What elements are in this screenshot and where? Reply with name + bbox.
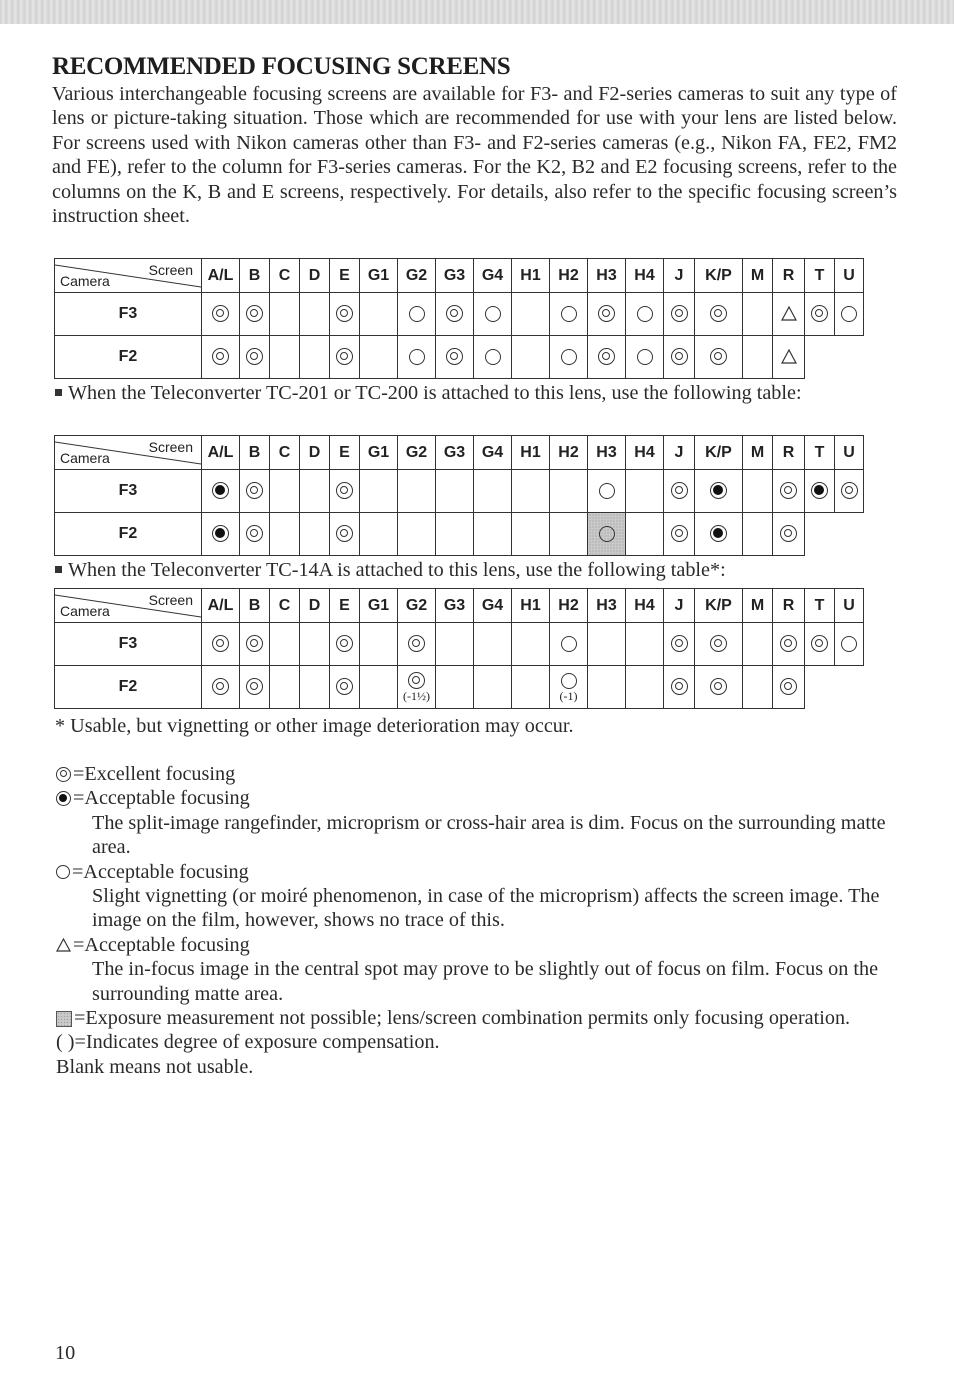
column-header: E (330, 259, 360, 293)
screen-cell (436, 336, 474, 379)
note-tc14a (55, 558, 895, 582)
screen-cell (474, 336, 512, 379)
table-row (55, 293, 864, 336)
filled-circle-icon (710, 482, 727, 499)
screen-cell (743, 666, 773, 709)
double-circle-icon (780, 525, 797, 542)
double-circle-icon (598, 305, 615, 322)
screen-cell (474, 513, 512, 556)
legend-paren: ( )=Indicates degree of exposure compensation. (56, 1031, 440, 1054)
note-tc201 (55, 381, 895, 405)
footnote: * Usable, but vignetting or other image deterioration may occur. (55, 715, 574, 737)
screen-cell (398, 470, 436, 513)
double-circle-icon (811, 635, 828, 652)
screen-cell (270, 336, 300, 379)
double-circle-icon (212, 305, 229, 322)
filled-circle-icon (212, 525, 229, 542)
screen-cell (436, 293, 474, 336)
triangle-icon (781, 306, 797, 321)
screen-cell (330, 623, 360, 666)
cell-stack (550, 673, 587, 702)
double-circle-icon (246, 482, 263, 499)
table-corner-cell (55, 589, 202, 623)
table-header-row (55, 259, 864, 293)
screen-cell (550, 336, 588, 379)
column-header: H2 (550, 589, 588, 623)
screen-cell (270, 666, 300, 709)
legend-triangle-label: =Acceptable focusing (73, 933, 250, 956)
column-header: K/P (695, 589, 743, 623)
triangle-icon (781, 349, 797, 364)
column-header: T (805, 436, 835, 470)
legend-excellent (56, 762, 896, 786)
open-circle-icon (561, 673, 577, 689)
screen-cell (805, 623, 835, 666)
column-header: D (300, 259, 330, 293)
screen-cell (240, 336, 270, 379)
column-header: U (835, 589, 864, 623)
double-circle-icon (246, 525, 263, 542)
legend-filled-desc: The split-image rangefinder, microprism or cross-hair area is dim. Focus on the surrounding matte area. (92, 811, 886, 859)
screen-cell (626, 513, 664, 556)
open-circle-icon (637, 349, 653, 365)
column-header: G3 (436, 589, 474, 623)
open-circle-icon (561, 636, 577, 652)
screen-cell (398, 293, 436, 336)
screen-cell (743, 336, 773, 379)
screen-cell (550, 623, 588, 666)
screen-cell (835, 666, 864, 709)
double-circle-icon (408, 672, 425, 689)
screen-cell (330, 666, 360, 709)
column-header: G4 (474, 436, 512, 470)
screen-cell (300, 666, 330, 709)
camera-label: F3 (55, 470, 202, 513)
column-header: H3 (588, 589, 626, 623)
screen-cell (398, 623, 436, 666)
focusing-screen-table-tc14a (54, 588, 864, 709)
screen-cell (330, 513, 360, 556)
screen-cell (695, 513, 743, 556)
screen-cell (835, 293, 864, 336)
legend-filled-label: =Acceptable focusing (73, 787, 250, 810)
open-circle-icon (485, 306, 501, 322)
double-circle-icon (336, 305, 353, 322)
double-circle-icon (811, 305, 828, 322)
exposure-compensation: (-1½) (403, 689, 430, 703)
double-circle-icon (336, 348, 353, 365)
open-circle-icon (599, 483, 615, 499)
double-circle-icon (780, 635, 797, 652)
screen-cell (588, 666, 626, 709)
open-circle-icon (485, 349, 501, 365)
screen-cell (436, 470, 474, 513)
double-circle-icon (710, 678, 727, 695)
table-row (55, 513, 864, 556)
table-corner-cell (55, 259, 202, 293)
bullet-square-icon (55, 389, 62, 396)
screen-cell (360, 513, 398, 556)
column-header: G4 (474, 259, 512, 293)
screen-cell (773, 623, 805, 666)
screen-cell (474, 666, 512, 709)
column-header: G2 (398, 589, 436, 623)
screen-cell (626, 470, 664, 513)
screen-cell (773, 293, 805, 336)
legend-open-desc: Slight vignetting (or moiré phenomenon, in case of the microprism) affects the screen image. The image on the film, however, shows no trace of this. (92, 885, 880, 932)
double-circle-icon (212, 348, 229, 365)
column-header: H2 (550, 259, 588, 293)
column-header: C (270, 259, 300, 293)
screen-cell (695, 293, 743, 336)
screen-cell (773, 513, 805, 556)
screen-cell (805, 293, 835, 336)
double-circle-icon (56, 767, 71, 782)
corner-camera-label: Camera (60, 603, 110, 619)
double-circle-icon (710, 305, 727, 322)
screen-cell (398, 513, 436, 556)
double-circle-icon (780, 482, 797, 499)
screen-cell (436, 513, 474, 556)
column-header: H4 (626, 259, 664, 293)
column-header: K/P (695, 259, 743, 293)
corner-camera-label: Camera (60, 450, 110, 466)
column-header: B (240, 589, 270, 623)
screen-cell (743, 623, 773, 666)
screen-cell (773, 666, 805, 709)
legend-shaded (56, 1006, 896, 1030)
double-circle-icon (671, 678, 688, 695)
screen-cell (695, 470, 743, 513)
column-header: H1 (512, 259, 550, 293)
filled-circle-icon (56, 791, 71, 806)
screen-cell (240, 513, 270, 556)
camera-label: F2 (55, 666, 202, 709)
column-header: J (664, 259, 695, 293)
screen-cell (626, 336, 664, 379)
screen-cell (626, 293, 664, 336)
screen-cell (300, 470, 330, 513)
screen-cell (270, 513, 300, 556)
screen-cell (202, 336, 240, 379)
column-header: M (743, 436, 773, 470)
screen-cell (664, 623, 695, 666)
screen-cell (664, 666, 695, 709)
column-header: R (773, 259, 805, 293)
legend-open-label: =Acceptable focusing (72, 860, 249, 883)
screen-cell (588, 470, 626, 513)
table-row (55, 666, 864, 709)
note-tc201-text: When the Teleconverter TC-201 or TC-200 is attached to this lens, use the following table: (68, 382, 802, 404)
column-header: H1 (512, 436, 550, 470)
screen-cell (240, 666, 270, 709)
column-header: K/P (695, 436, 743, 470)
screen-cell (240, 293, 270, 336)
screen-cell (474, 623, 512, 666)
column-header: R (773, 589, 805, 623)
column-header: M (743, 259, 773, 293)
filled-circle-icon (710, 525, 727, 542)
double-circle-icon (710, 635, 727, 652)
column-header: B (240, 259, 270, 293)
screen-cell (300, 336, 330, 379)
table-row (55, 470, 864, 513)
column-header: H1 (512, 589, 550, 623)
double-circle-icon (246, 305, 263, 322)
double-circle-icon (710, 348, 727, 365)
screen-cell (835, 623, 864, 666)
screen-cell (664, 470, 695, 513)
column-header: C (270, 436, 300, 470)
column-header: H4 (626, 436, 664, 470)
legend-blank: Blank means not usable. (56, 1055, 254, 1078)
camera-label: F2 (55, 336, 202, 379)
screen-cell (743, 293, 773, 336)
corner-screen-label: Screen (148, 262, 193, 278)
camera-label: F2 (55, 513, 202, 556)
double-circle-icon (671, 305, 688, 322)
note-tc14a-text: When the Teleconverter TC-14A is attached to this lens, use the following table*: (68, 559, 726, 581)
legend-acceptable-open (56, 860, 896, 884)
screen-cell (398, 336, 436, 379)
corner-screen-label: Screen (148, 592, 193, 608)
screen-cell (588, 623, 626, 666)
column-header: H2 (550, 436, 588, 470)
screen-cell (550, 666, 588, 709)
corner-screen-label: Screen (148, 439, 193, 455)
screen-cell (664, 336, 695, 379)
screen-cell (695, 623, 743, 666)
screen-cell (512, 336, 550, 379)
column-header: A/L (202, 589, 240, 623)
screen-cell (805, 336, 835, 379)
column-header: U (835, 436, 864, 470)
open-circle-icon (561, 306, 577, 322)
legend-excellent-label: =Excellent focusing (73, 763, 236, 785)
screen-cell (270, 293, 300, 336)
double-circle-icon (671, 348, 688, 365)
open-circle-icon (561, 349, 577, 365)
column-header: C (270, 589, 300, 623)
screen-cell (805, 470, 835, 513)
double-circle-icon (246, 635, 263, 652)
screen-cell (743, 470, 773, 513)
screen-cell (300, 513, 330, 556)
double-circle-icon (841, 482, 858, 499)
screen-cell (835, 470, 864, 513)
triangle-icon (56, 938, 71, 953)
column-header: G3 (436, 259, 474, 293)
column-header: G1 (360, 589, 398, 623)
screen-cell (588, 513, 626, 556)
open-circle-icon (599, 526, 615, 542)
screen-cell (240, 470, 270, 513)
screen-cell (695, 666, 743, 709)
column-header: G1 (360, 436, 398, 470)
screen-cell (805, 513, 835, 556)
legend-acceptable-filled (56, 786, 896, 810)
column-header: J (664, 589, 695, 623)
cell-stack (398, 672, 435, 702)
legend-triangle-desc: The in-focus image in the central spot may prove to be slightly out of focus on film. Focus on the surrounding matte area. (92, 958, 879, 1005)
screen-cell (330, 336, 360, 379)
screen-cell (436, 666, 474, 709)
screen-cell (360, 336, 398, 379)
screen-cell (550, 293, 588, 336)
screen-cell (588, 293, 626, 336)
column-header: H3 (588, 259, 626, 293)
column-header: J (664, 436, 695, 470)
exposure-compensation: (-1) (559, 688, 578, 703)
column-header: G4 (474, 589, 512, 623)
column-header: A/L (202, 259, 240, 293)
page-heading: RECOMMENDED FOCUSING SCREENS (52, 53, 511, 80)
double-circle-icon (446, 348, 463, 365)
column-header: B (240, 436, 270, 470)
screen-cell (202, 666, 240, 709)
column-header: M (743, 589, 773, 623)
screen-cell (360, 293, 398, 336)
double-circle-icon (246, 348, 263, 365)
screen-cell (360, 623, 398, 666)
double-circle-icon (336, 525, 353, 542)
double-circle-icon (336, 482, 353, 499)
open-circle-icon (841, 636, 857, 652)
screen-cell (835, 513, 864, 556)
screen-cell (474, 293, 512, 336)
double-circle-icon (212, 678, 229, 695)
double-circle-icon (336, 635, 353, 652)
screen-cell (240, 623, 270, 666)
filled-circle-icon (212, 482, 229, 499)
shaded-square-icon (56, 1011, 72, 1027)
screen-cell (626, 666, 664, 709)
screen-cell (664, 293, 695, 336)
double-circle-icon (671, 525, 688, 542)
screen-cell (270, 623, 300, 666)
bullet-square-icon (55, 566, 62, 573)
screen-cell (300, 293, 330, 336)
legend-shaded-label: =Exposure measurement not possible; lens/screen combination permits only focusing operation. (74, 1007, 851, 1030)
screen-cell (512, 293, 550, 336)
screen-cell (743, 513, 773, 556)
screen-cell (773, 336, 805, 379)
corner-camera-label: Camera (60, 273, 110, 289)
screen-cell (474, 470, 512, 513)
screen-cell (330, 470, 360, 513)
double-circle-icon (212, 635, 229, 652)
column-header: G2 (398, 436, 436, 470)
column-header: U (835, 259, 864, 293)
column-header: E (330, 436, 360, 470)
screen-cell (588, 336, 626, 379)
double-circle-icon (671, 482, 688, 499)
camera-label: F3 (55, 293, 202, 336)
double-circle-icon (246, 678, 263, 695)
column-header: H4 (626, 589, 664, 623)
scan-top-band (0, 0, 954, 24)
screen-cell (360, 470, 398, 513)
screen-cell (512, 666, 550, 709)
column-header: T (805, 259, 835, 293)
column-header: A/L (202, 436, 240, 470)
double-circle-icon (780, 678, 797, 695)
open-circle-icon (56, 865, 70, 879)
table-corner-cell (55, 436, 202, 470)
table-row (55, 336, 864, 379)
open-circle-icon (409, 349, 425, 365)
screen-cell (330, 293, 360, 336)
double-circle-icon (408, 635, 425, 652)
camera-label: F3 (55, 623, 202, 666)
column-header: T (805, 589, 835, 623)
screen-cell (512, 513, 550, 556)
double-circle-icon (336, 678, 353, 695)
screen-cell (300, 623, 330, 666)
focusing-screen-table-standard (54, 258, 864, 379)
page-number: 10 (55, 1342, 76, 1364)
column-header: G2 (398, 259, 436, 293)
screen-cell (512, 470, 550, 513)
screen-cell (202, 623, 240, 666)
intro-paragraph: Various interchangeable focusing screens are available for F3- and F2-series cameras to suit any type of lens or picture-taking situation. Those which are recommended for use with your lens are listed below. For screens used with Nikon cameras other than F3- and F2-series cameras (e.g., Nikon FA, FE2, FM2 and FE), refer to the column for F3-series cameras. For the K2, B2 and E2 focusing screens, refer to the columns on the K, B and E screens, respectively. For details, also refer to the specific focusing screen’s instruction sheet. (52, 83, 897, 228)
screen-cell (202, 470, 240, 513)
screen-cell (835, 336, 864, 379)
screen-cell (695, 336, 743, 379)
symbol-legend (56, 762, 896, 1079)
column-header: G3 (436, 436, 474, 470)
double-circle-icon (446, 305, 463, 322)
column-header: D (300, 436, 330, 470)
screen-cell (626, 623, 664, 666)
screen-cell (436, 623, 474, 666)
legend-acceptable-triangle (56, 933, 896, 957)
screen-cell (398, 666, 436, 709)
screen-cell (805, 666, 835, 709)
screen-cell (512, 623, 550, 666)
screen-cell (202, 293, 240, 336)
column-header: E (330, 589, 360, 623)
open-circle-icon (409, 306, 425, 322)
screen-cell (664, 513, 695, 556)
focusing-screen-table-tc201 (54, 435, 864, 556)
column-header: R (773, 436, 805, 470)
column-header: H3 (588, 436, 626, 470)
double-circle-icon (671, 635, 688, 652)
screen-cell (360, 666, 398, 709)
column-header: G1 (360, 259, 398, 293)
table-header-row (55, 589, 864, 623)
column-header: D (300, 589, 330, 623)
table-row (55, 623, 864, 666)
screen-cell (202, 513, 240, 556)
screen-cell (270, 470, 300, 513)
table-header-row (55, 436, 864, 470)
screen-cell (550, 470, 588, 513)
screen-cell (550, 513, 588, 556)
open-circle-icon (637, 306, 653, 322)
filled-circle-icon (811, 482, 828, 499)
open-circle-icon (841, 306, 857, 322)
screen-cell (773, 470, 805, 513)
double-circle-icon (598, 348, 615, 365)
